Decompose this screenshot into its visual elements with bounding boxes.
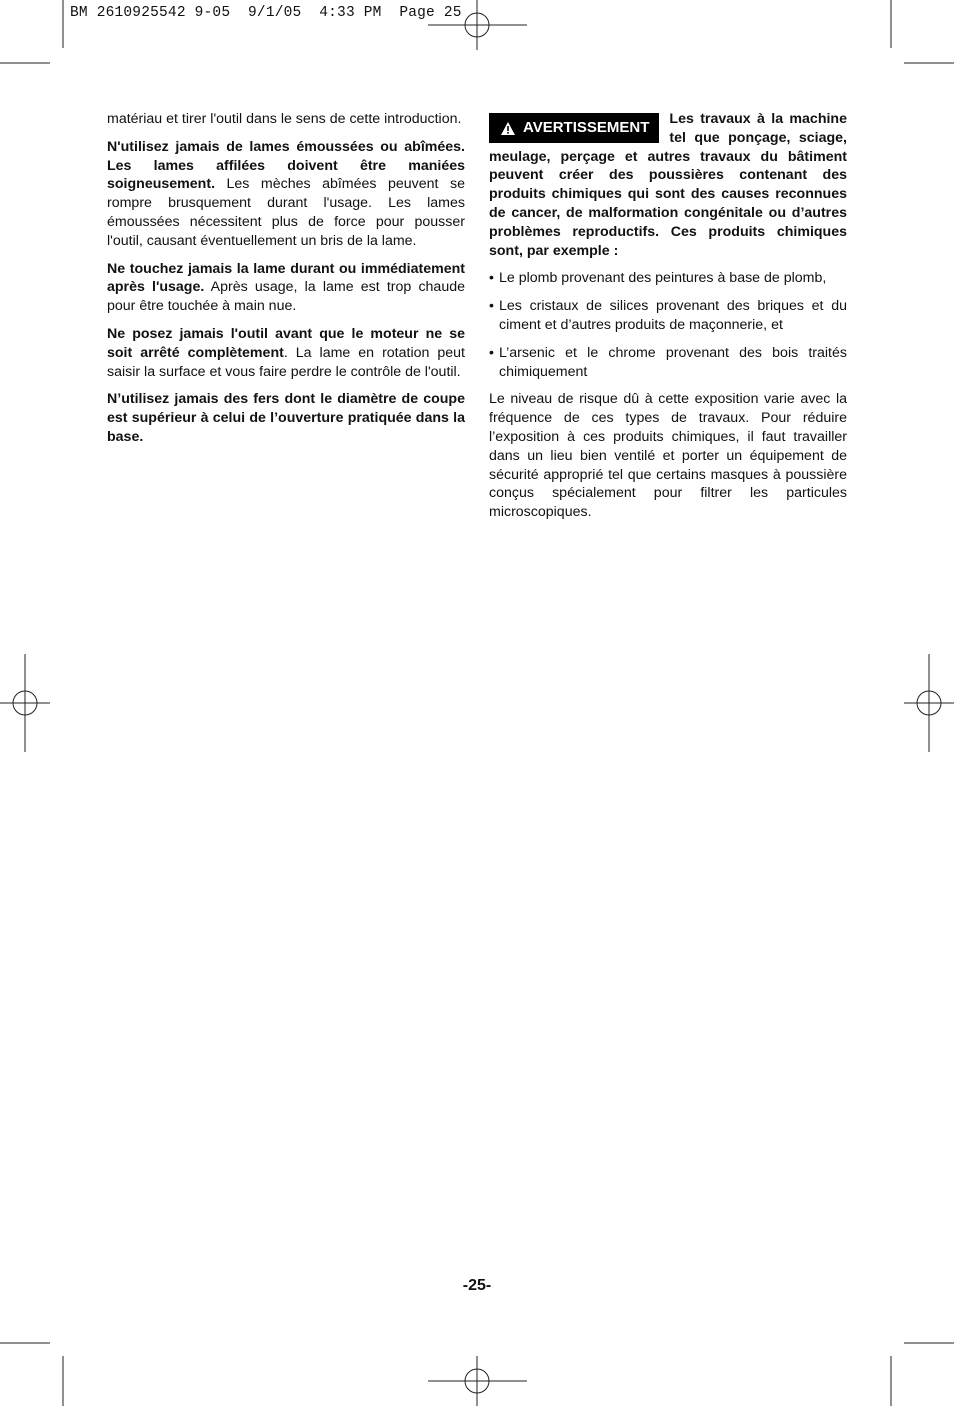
- list-item: • L’arsenic et le chrome provenant des bois traités chimiquement: [489, 344, 847, 382]
- hazard-list: [489, 269, 847, 381]
- right-column: [489, 110, 847, 531]
- list-item: • Les cristaux de silices provenant des briques et du ciment et d’autres produits de maçonnerie, et: [489, 297, 847, 335]
- paragraph-dull-blades: N'utilisez jamais de lames émoussées ou abîmées. Les lames affilées doivent être maniées soigneusement. Les mèches abîmées peuvent se rompre brusquement durant l'usage. Les lames émoussées nécessitent plus de force pour pousser l'outil, causant éventuellement un bris de la lame.: [107, 138, 465, 249]
- paragraph-cutter-diameter: N’utilisez jamais des fers dont le diamètre de coupe est supérieur à celui de l’ouverture pratiquée dans la base.: [107, 391, 465, 445]
- left-column: [107, 110, 465, 456]
- paragraph-intro: matériau et tirer l'outil dans le sens de cette introduction.: [107, 111, 462, 127]
- warning-triangle-icon: [501, 122, 515, 135]
- page-number: -25-: [462, 1277, 492, 1294]
- paragraph-hot-blade: Ne touchez jamais la lame durant ou immédiatement après l'usage. Après usage, la lame est trop chaude pour être touchée à main nue.: [107, 260, 465, 315]
- warning-label: AVERTISSEMENT: [523, 118, 650, 136]
- paragraph-exposure-risk: Le niveau de risque dû à cette exposition varie avec la fréquence de ces types de travaux. Pour réduire l’exposition à ces produits chimiques, il faut travailler dans un lieu bien ventilé et porter un équipement de sécurité approprié tel que certains masques à poussière conçus spécialement pour filtrer les particules microscopiques.: [489, 391, 847, 521]
- list-item: • Le plomb provenant des peintures à base de plomb,: [489, 269, 847, 288]
- print-slug-line: BM 2610925542 9-05 9/1/05 4:33 PM Page 25: [70, 5, 462, 21]
- paragraph-motor-stop: Ne posez jamais l'outil avant que le moteur ne se soit arrêté complètement. La lame en rotation peut saisir la surface et vous faire perdre le contrôle de l'outil.: [107, 325, 465, 380]
- warning-badge: [489, 113, 659, 143]
- warning-text: Les travaux à la machine tel que ponçage, sciage, meulage, perçage et autres travaux du bâtiment peuvent créer des poussières contenant des produits chimiques qui sont des causes reconnues de cancer, de malformation congénitale ou d’autres problèmes reproductifs. Ces produits chimiques sont, par exemple :: [489, 111, 847, 259]
